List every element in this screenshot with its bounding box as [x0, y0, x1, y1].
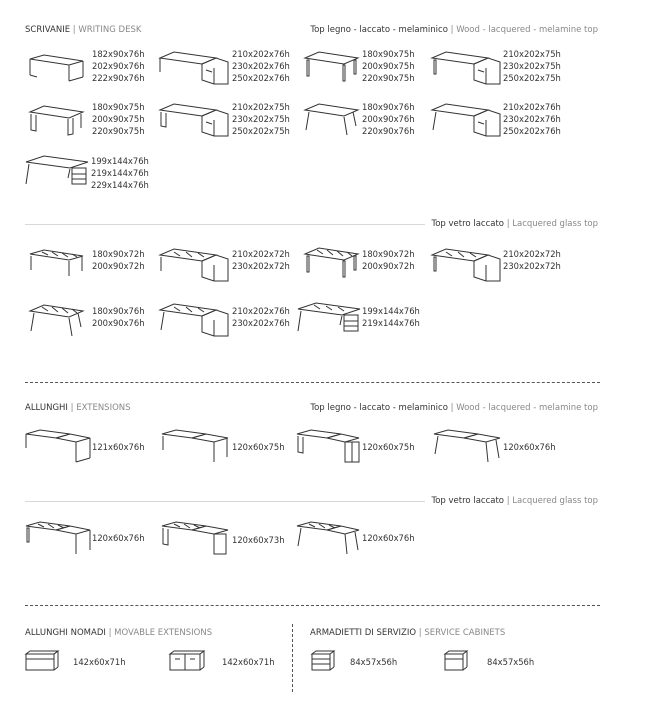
separator: |	[506, 496, 513, 506]
product-dims-d7	[362, 101, 415, 137]
dimension: 142x60x71h	[73, 657, 126, 667]
dimension: 120x60x76h	[503, 442, 556, 452]
desk-with-return-cabinet-illustration	[430, 50, 502, 86]
extension-frame-illustration	[295, 428, 361, 466]
extension-splayed-leg-illustration	[432, 428, 502, 466]
column-divider	[292, 624, 293, 692]
product-dims-g1	[92, 248, 145, 272]
product-dims-g6	[232, 305, 290, 329]
dimension: 120x60x75h	[232, 442, 285, 452]
product-dims-e1	[92, 441, 145, 453]
dimension: 229x144x76h	[91, 180, 149, 190]
product-dims-d9	[91, 155, 149, 191]
section-title-desks	[25, 25, 141, 35]
glass-extension-illustration	[160, 520, 230, 558]
separator: |	[418, 628, 425, 638]
top-type-label-wood	[310, 403, 598, 413]
dimension: 200x90x72h	[362, 261, 415, 271]
service-cabinet-drawers-illustration	[310, 650, 336, 672]
dimension: 210x202x75h	[503, 49, 561, 59]
dimension: 180x90x75h	[92, 102, 145, 112]
separator: |	[108, 628, 115, 638]
dimension: 220x90x75h	[362, 73, 415, 83]
product-dims-g3	[362, 248, 415, 272]
extension-panel-illustration	[24, 428, 92, 464]
dimension: 250x202x76h	[503, 126, 561, 136]
top-type-label-glass	[431, 219, 598, 229]
glass-desk-splayed-leg-illustration	[28, 305, 85, 337]
dimension: 210x202x76h	[232, 49, 290, 59]
dimension: 120x60x76h	[362, 533, 415, 543]
desk-loop-leg-illustration	[28, 106, 85, 136]
section-title-en: EXTENSIONS	[76, 403, 131, 413]
top-type-en: Wood - lacquered - melamine top	[456, 403, 598, 413]
movable-extension-illustration	[24, 650, 60, 674]
divider	[25, 501, 425, 502]
product-dims-m2	[222, 656, 275, 668]
separator: |	[450, 25, 457, 35]
section-title-it: SCRIVANIE	[25, 25, 71, 35]
separator: |	[70, 403, 77, 413]
top-type-label-wood	[310, 25, 598, 35]
dimension: 230x202x76h	[232, 318, 290, 328]
glass-extension-illustration	[295, 520, 361, 558]
dimension: 220x90x75h	[92, 126, 145, 136]
product-dims-g7	[362, 305, 420, 329]
product-dims-c1	[350, 656, 397, 668]
product-dims-e5	[92, 532, 145, 544]
dimension: 199x144x76h	[362, 306, 420, 316]
service-cabinet-door-illustration	[443, 650, 469, 672]
divider	[25, 224, 425, 225]
section-title-it: ALLUNGHI	[25, 403, 68, 413]
dimension: 220x90x76h	[362, 126, 415, 136]
glass-desk-panel-leg-illustration	[28, 250, 85, 277]
dimension: 210x202x72h	[503, 249, 561, 259]
product-dims-g4	[503, 248, 561, 272]
product-dims-e7	[362, 532, 415, 544]
dimension: 84x57x56h	[487, 657, 535, 667]
product-dims-d3	[362, 48, 415, 84]
dimension: 222x90x76h	[92, 73, 145, 83]
top-type-en: Lacquered glass top	[512, 496, 598, 506]
glass-desk-with-drawer-unit-illustration	[296, 303, 362, 335]
product-dims-d4	[503, 48, 561, 84]
dimension: 200x90x76h	[92, 318, 145, 328]
dimension: 120x60x73h	[232, 535, 285, 545]
section-title-extensions	[25, 403, 131, 413]
section-title-en: MOVABLE EXTENSIONS	[114, 628, 213, 638]
top-type-en: Wood - lacquered - melamine top	[456, 25, 598, 35]
section-title-movable	[25, 628, 212, 638]
dimension: 210x202x75h	[232, 102, 290, 112]
dimension: 120x60x76h	[92, 533, 145, 543]
dimension: 210x202x72h	[232, 249, 290, 259]
desk-with-return-cabinet-illustration	[430, 102, 502, 138]
dimension: 200x90x72h	[92, 261, 145, 271]
dimension: 200x90x75h	[362, 61, 415, 71]
section-title-cabinets	[310, 628, 505, 638]
dimension: 199x144x76h	[91, 156, 149, 166]
extension-leg-illustration	[160, 428, 230, 464]
desk-with-return-cabinet-illustration	[158, 102, 230, 138]
product-dims-e2	[232, 441, 285, 453]
dimension: 202x90x76h	[92, 61, 145, 71]
product-dims-d6	[232, 101, 290, 137]
section-title-en: WRITING DESK	[78, 25, 142, 35]
dimension: 182x90x76h	[92, 49, 145, 59]
dimension: 230x202x76h	[232, 61, 290, 71]
dimension: 120x60x75h	[362, 442, 415, 452]
desk-with-drawer-unit-illustration	[24, 156, 90, 188]
top-type-it: Top legno - laccato - melaminico	[310, 25, 448, 35]
dimension: 142x60x71h	[222, 657, 275, 667]
glass-desk-with-return-illustration	[158, 247, 230, 283]
section-divider	[25, 382, 600, 383]
movable-cabinet-extension-illustration	[168, 650, 206, 674]
dimension: 219x144x76h	[362, 318, 420, 328]
product-dims-d8	[503, 101, 561, 137]
dimension: 121x60x76h	[92, 442, 145, 452]
product-dims-c2	[487, 656, 534, 668]
dimension: 180x90x76h	[92, 306, 145, 316]
product-dims-d1	[92, 48, 145, 84]
section-title-it: ARMADIETTI DI SERVIZIO	[310, 628, 417, 638]
desk-with-return-cabinet-illustration	[158, 50, 230, 86]
product-dims-d5	[92, 101, 145, 137]
product-dims-d2	[232, 48, 290, 84]
top-type-it: Top vetro laccato	[431, 496, 504, 506]
separator: |	[72, 25, 79, 35]
dimension: 180x90x72h	[92, 249, 145, 259]
dimension: 230x202x75h	[232, 114, 290, 124]
dimension: 180x90x76h	[362, 102, 415, 112]
dimension: 230x202x72h	[503, 261, 561, 271]
product-dims-g5	[92, 305, 145, 329]
product-dims-e6	[232, 534, 285, 546]
glass-extension-illustration	[24, 520, 92, 556]
separator: |	[450, 403, 457, 413]
dimension: 250x202x75h	[503, 73, 561, 83]
top-type-it: Top vetro laccato	[431, 219, 504, 229]
dimension: 230x202x72h	[232, 261, 290, 271]
desk-splayed-leg-illustration	[303, 104, 360, 136]
product-dims-m1	[73, 656, 126, 668]
desk-panel-leg-illustration	[28, 55, 85, 82]
dimension: 210x202x76h	[503, 102, 561, 112]
separator: |	[506, 219, 513, 229]
glass-desk-with-return-illustration	[158, 302, 230, 338]
top-type-en: Lacquered glass top	[512, 219, 598, 229]
top-type-it: Top legno - laccato - melaminico	[310, 403, 448, 413]
section-title-en: SERVICE CABINETS	[424, 628, 506, 638]
dimension: 84x57x56h	[350, 657, 398, 667]
glass-desk-frame-leg-illustration	[303, 248, 360, 278]
dimension: 180x90x75h	[362, 49, 415, 59]
dimension: 250x202x76h	[232, 73, 290, 83]
top-type-label-glass	[431, 496, 598, 506]
dimension: 210x202x76h	[232, 306, 290, 316]
product-dims-g2	[232, 248, 290, 272]
section-divider	[25, 605, 600, 606]
dimension: 200x90x76h	[362, 114, 415, 124]
dimension: 180x90x72h	[362, 249, 415, 259]
dimension: 230x202x75h	[503, 61, 561, 71]
dimension: 250x202x75h	[232, 126, 290, 136]
glass-desk-with-return-illustration	[430, 247, 502, 283]
product-dims-e3	[362, 441, 415, 453]
dimension: 219x144x76h	[91, 168, 149, 178]
section-title-it: ALLUNGHI NOMADI	[25, 628, 106, 638]
desk-frame-leg-illustration	[303, 52, 360, 82]
product-dims-e4	[503, 441, 556, 453]
dimension: 200x90x75h	[92, 114, 145, 124]
dimension: 230x202x76h	[503, 114, 561, 124]
